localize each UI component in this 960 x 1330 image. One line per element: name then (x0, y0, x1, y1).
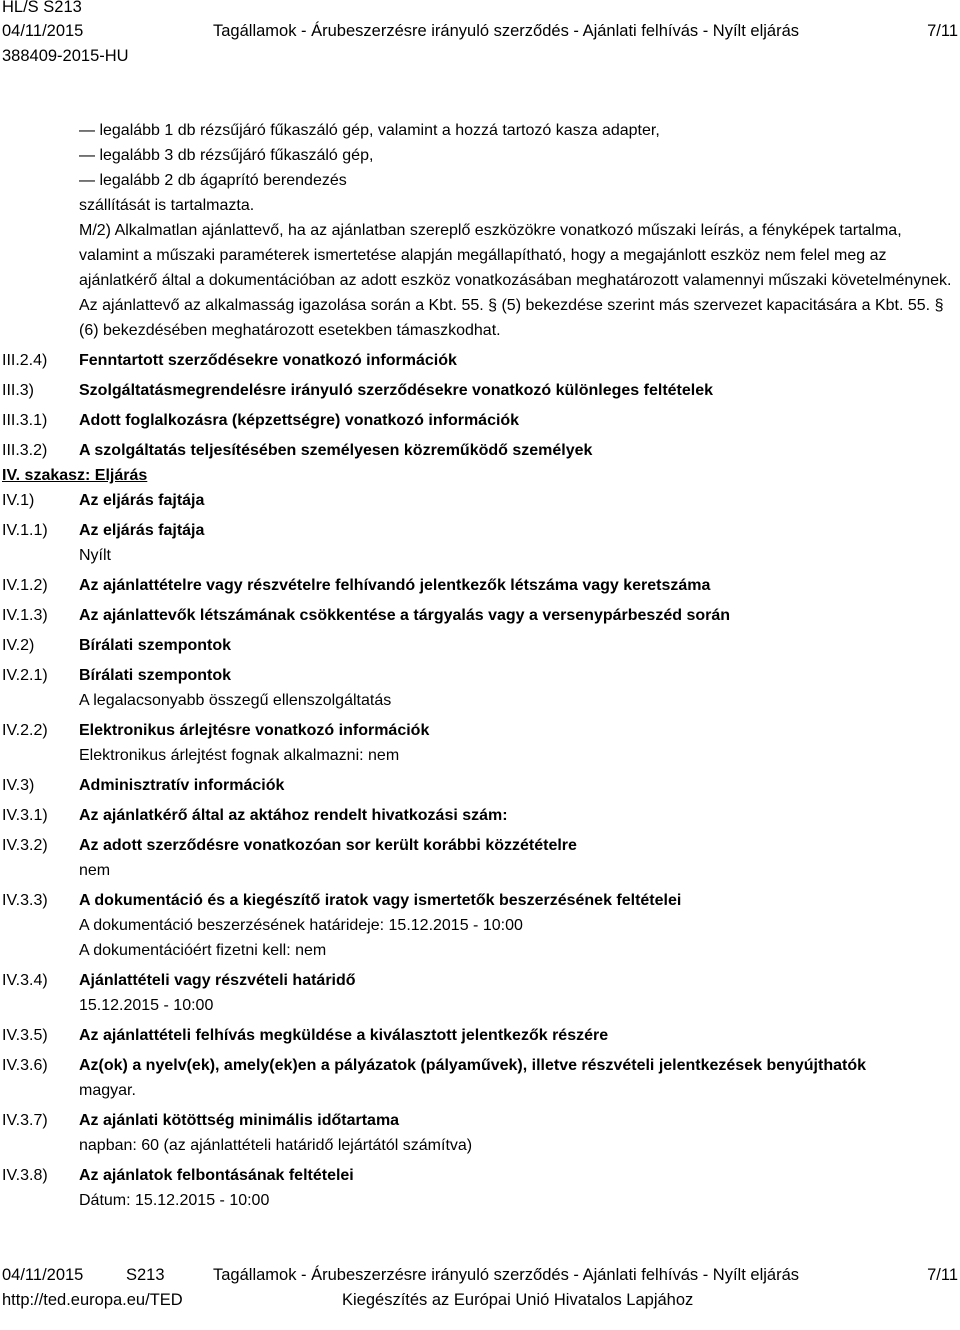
section-heading: Az ajánlatok felbontásának feltételei (79, 1167, 354, 1184)
intro-block (0, 118, 960, 343)
header-title: Tagállamok - Árubeszerzésre irányuló szerződés - Ajánlati felhívás - Nyílt eljárás (213, 22, 799, 40)
section-label: IV.3.8) (2, 1167, 48, 1184)
section-row (0, 488, 960, 513)
section-heading: Szolgáltatásmegrendelésre irányuló szerződésekre vonatkozó különleges feltételek (79, 382, 714, 399)
intro-line: — legalább 1 db rézsűjáró fűkaszáló gép, valamint a hozzá tartozó kasza adapter, (79, 122, 660, 139)
section-row (0, 718, 960, 768)
section-label: IV.1) (2, 492, 35, 509)
section-row (0, 1108, 960, 1158)
section-heading: Adott foglalkozásra (képzettségre) vonatkozó információk (79, 412, 520, 429)
section-label: III.3.1) (2, 412, 48, 429)
intro-paragraph: M/2) Alkalmatlan ajánlattevő, ha az ajánlatban szereplő eszközökre vonatkozó műszaki leírás, a fényképek tartalma, valamint a műszaki paraméterek ismertetése alapján megállapítható, hogy a megajánlott eszköz nem felel meg az ajánlatkérő által a dokumentációban az adott eszköz vonatkozásában meghatározott valamennyi műszaki követelménynek. (79, 222, 952, 289)
section-heading: Az eljárás fajtája (79, 522, 205, 539)
section-label: IV.3.6) (2, 1057, 48, 1074)
section-value: A dokumentáció beszerzésének határideje: 15.12.2015 - 10:00 (79, 917, 523, 934)
section-label: IV.2.1) (2, 667, 48, 684)
section-row (0, 663, 960, 713)
section-label: IV.3.3) (2, 892, 48, 909)
page-footer (0, 1264, 960, 1330)
header-doc-code: HL/S S213 (2, 0, 82, 16)
section-heading: A szolgáltatás teljesítésében személyesen közreműködő személyek (79, 442, 593, 459)
section-label: III.3) (2, 382, 35, 399)
section-label: IV.3.1) (2, 807, 48, 824)
section-value: Nyílt (79, 547, 111, 564)
section-value: A dokumentációért fizetni kell: nem (79, 942, 327, 959)
section-row (0, 1023, 960, 1048)
section-row (0, 1053, 960, 1103)
section-label: IV.3.2) (2, 837, 48, 854)
footer-code: S213 (126, 1266, 165, 1284)
header-date: 04/11/2015 (2, 22, 84, 40)
section-label: IV.3.5) (2, 1027, 48, 1044)
section-label: IV.2) (2, 637, 35, 654)
section-label: IV.3.4) (2, 972, 48, 989)
section-row (0, 833, 960, 883)
section-heading: Elektronikus árlejtésre vonatkozó információk (79, 722, 430, 739)
section-label: IV.2.2) (2, 722, 48, 739)
section-heading: Az ajánlattevők létszámának csökkentése a tárgyalás vagy a versenypárbeszéd során (79, 607, 731, 624)
footer-title: Tagállamok - Árubeszerzésre irányuló szerződés - Ajánlati felhívás - Nyílt eljárás (213, 1266, 799, 1284)
section-row (0, 968, 960, 1018)
section-row (0, 803, 960, 828)
section-row (0, 378, 960, 403)
section-label: IV.1.3) (2, 607, 48, 624)
header-reference: 388409-2015-HU (2, 47, 129, 65)
section-row (0, 438, 960, 463)
section-row (0, 633, 960, 658)
section-value: 15.12.2015 - 10:00 (79, 997, 214, 1014)
section-title: IV. szakasz: Eljárás (2, 467, 148, 484)
intro-line: szállítását is tartalmazta. (79, 197, 255, 214)
section-row (0, 518, 960, 568)
section-label: IV.1.1) (2, 522, 48, 539)
section-row (0, 888, 960, 963)
section-label: III.3.2) (2, 442, 48, 459)
section-heading: Bírálati szempontok (79, 637, 232, 654)
section-heading: Az ajánlattételi felhívás megküldése a kiválasztott jelentkezők részére (79, 1027, 609, 1044)
section-heading: Adminisztratív információk (79, 777, 285, 794)
footer-url-link[interactable]: http://ted.europa.eu/TED (2, 1291, 183, 1309)
intro-line: — legalább 2 db ágaprító berendezés (79, 172, 347, 189)
section-heading: Az adott szerződésre vonatkozóan sor került korábbi közzétételre (79, 837, 577, 854)
section-heading: Ajánlattételi vagy részvételi határidő (79, 972, 356, 989)
section-heading: Az(ok) a nyelv(ek), amely(ek)en a pályázatok (pályaművek), illetve részvételi jelentkezések benyújthatók (79, 1057, 866, 1074)
section-heading: Az ajánlatkérő által az aktához rendelt hivatkozási szám: (79, 807, 508, 824)
section-label: III.2.4) (2, 352, 48, 369)
footer-page-number: 7/11 (927, 1266, 958, 1284)
section-heading: Az ajánlattételre vagy részvételre felhívandó jelentkezők létszáma vagy keretszáma (79, 577, 711, 594)
intro-line: — legalább 3 db rézsűjáró fűkaszáló gép, (79, 147, 374, 164)
section-row (0, 408, 960, 433)
section-heading: Az ajánlati kötöttség minimális időtartama (79, 1112, 400, 1129)
section-value: nem (79, 862, 111, 879)
section-label: IV.3) (2, 777, 35, 794)
section-value: Elektronikus árlejtést fognak alkalmazni: nem (79, 747, 400, 764)
section-row (0, 348, 960, 373)
section-value: A legalacsonyabb összegű ellenszolgáltatás (79, 692, 392, 709)
section-label: IV.3.7) (2, 1112, 48, 1129)
footer-date: 04/11/2015 (2, 1266, 84, 1284)
section-row (0, 573, 960, 598)
document-body (0, 118, 960, 1213)
intro-paragraph: Az ajánlattevő az alkalmasság igazolása során a Kbt. 55. § (5) bekezdése szerint más szervezet kapacitására a Kbt. 55. § (6) bekezdésében meghatározott esetekben támaszkodhat. (79, 297, 944, 339)
section-heading: Az eljárás fajtája (79, 492, 205, 509)
section-row (0, 773, 960, 798)
footer-publisher: Kiegészítés az Európai Unió Hivatalos Lapjához (342, 1291, 694, 1309)
section-heading: A dokumentáció és a kiegészítő iratok vagy ismertetők beszerzésének feltételei (79, 892, 682, 909)
section-label: IV.1.2) (2, 577, 48, 594)
header-page-number: 7/11 (927, 22, 958, 40)
section-heading: Fenntartott szerződésekre vonatkozó információk (79, 352, 457, 369)
section-value: magyar. (79, 1082, 136, 1099)
section-value: napban: 60 (az ajánlattételi határidő lejártától számítva) (79, 1137, 473, 1154)
section-heading: Bírálati szempontok (79, 667, 232, 684)
page-header (0, 0, 960, 66)
section-value: Dátum: 15.12.2015 - 10:00 (79, 1192, 270, 1209)
section-row (0, 1163, 960, 1213)
section-row (0, 603, 960, 628)
